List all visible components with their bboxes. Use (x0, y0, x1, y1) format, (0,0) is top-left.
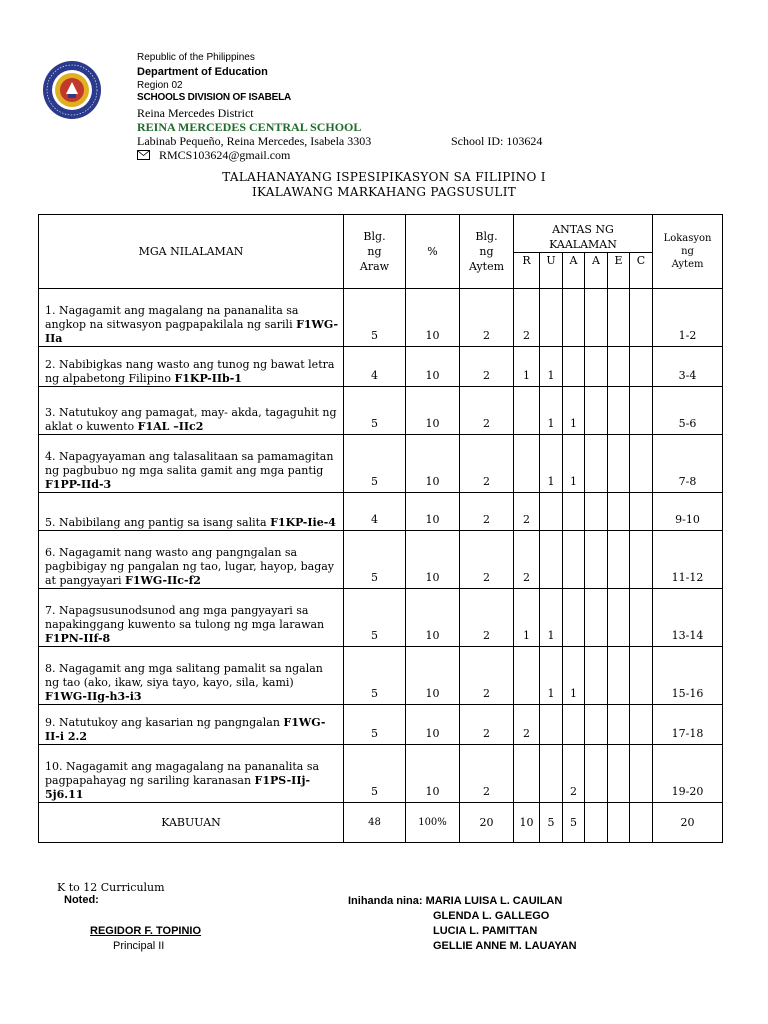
curriculum-note: K to 12 Curriculum (57, 881, 165, 894)
competency-code: F1KP-Iie-4 (270, 516, 336, 529)
header-days: Blg. ng Araw (344, 215, 406, 289)
header-item-location: Lokasyon ng Aytem (653, 215, 723, 289)
cell-a2 (585, 531, 608, 589)
competency-text: 4. Napagyayaman ang talasalitaan sa pamamagitan ng pagbubuo ng mga salita gamit ang mga pantig (45, 450, 334, 477)
header-c: C (630, 253, 653, 289)
cell-u (540, 531, 563, 589)
cell-days: 5 (344, 435, 406, 493)
preparer-name: GELLIE ANNE M. LAUAYAN (433, 940, 577, 952)
competency-code: F1PN-IIf-8 (45, 632, 111, 645)
email-line (137, 148, 371, 162)
competency-cell (39, 705, 344, 745)
cell-a1: 1 (563, 387, 585, 435)
republic-line: Republic of the Philippines (137, 52, 255, 63)
preparer-name: GLENDA L. GALLEGO (433, 910, 550, 922)
cell-items: 2 (460, 387, 514, 435)
table-row (39, 435, 723, 493)
table-row (39, 745, 723, 803)
cell-pct: 10 (406, 705, 460, 745)
cell-r: 2 (514, 705, 540, 745)
envelope-icon (137, 150, 150, 160)
principal-name: REGIDOR F. TOPINIO (90, 925, 202, 937)
total-items: 20 (460, 803, 514, 843)
total-a1: 5 (563, 803, 585, 843)
noted-label: Noted: (64, 894, 99, 906)
cell-pct: 10 (406, 647, 460, 705)
cell-a2 (585, 347, 608, 387)
competency-code: F1WG-IIc-f2 (125, 574, 201, 587)
competency-text: 9. Natutukoy ang kasarian ng pangngalan (45, 716, 280, 729)
header-u: U (540, 253, 563, 289)
cell-days: 5 (344, 647, 406, 705)
table-row (39, 589, 723, 647)
table-row (39, 647, 723, 705)
competency-cell (39, 589, 344, 647)
cell-u: 1 (540, 387, 563, 435)
cell-loc: 3-4 (653, 347, 723, 387)
document-title: TALAHANAYANG ISPESIPIKASYON SA FILIPINO I (222, 170, 546, 184)
competency-cell (39, 531, 344, 589)
preparer-name: MARIA LUISA L. CAUILAN (425, 895, 563, 907)
table-header-row (39, 215, 723, 253)
document-subtitle: IKALAWANG MARKAHANG PAGSUSULIT (251, 185, 517, 199)
cell-pct: 10 (406, 493, 460, 531)
cell-days: 5 (344, 387, 406, 435)
table-row (39, 289, 723, 347)
specification-table (38, 214, 723, 843)
competency-cell (39, 647, 344, 705)
cell-c (630, 493, 653, 531)
table-row (39, 347, 723, 387)
cell-a1 (563, 289, 585, 347)
cell-pct: 10 (406, 347, 460, 387)
cell-pct: 10 (406, 387, 460, 435)
cell-loc: 17-18 (653, 705, 723, 745)
cell-e (608, 347, 630, 387)
cell-r: 1 (514, 347, 540, 387)
header-knowledge-levels: ANTAS NG KAALAMAN (514, 215, 653, 253)
cell-a2 (585, 589, 608, 647)
cell-a1 (563, 705, 585, 745)
cell-e (608, 387, 630, 435)
header-e: E (608, 253, 630, 289)
table-row (39, 387, 723, 435)
cell-loc: 15-16 (653, 647, 723, 705)
cell-r (514, 435, 540, 493)
cell-a2 (585, 289, 608, 347)
cell-days: 4 (344, 347, 406, 387)
competency-code: F1AL –IIc2 (137, 420, 204, 433)
cell-a2 (585, 435, 608, 493)
department-line: Department of Education (137, 66, 268, 78)
competency-text: 5. Nabibilang ang pantig sa isang salita (45, 516, 267, 529)
competency-text: 10. Nagagamit ang magagalang na pananalita sa pagpapahayag ng sariling karanasan (45, 760, 320, 787)
cell-items: 2 (460, 435, 514, 493)
cell-pct: 10 (406, 289, 460, 347)
cell-days: 5 (344, 289, 406, 347)
cell-u: 1 (540, 647, 563, 705)
division-line: SCHOOLS DIVISION OF ISABELA (137, 92, 292, 103)
cell-c (630, 589, 653, 647)
total-row (39, 803, 723, 843)
cell-loc: 11-12 (653, 531, 723, 589)
cell-items: 2 (460, 705, 514, 745)
cell-days: 5 (344, 705, 406, 745)
total-a2 (585, 803, 608, 843)
school-address: Labinab Pequeño, Reina Mercedes, Isabela 3303 (137, 134, 372, 148)
competency-cell (39, 745, 344, 803)
cell-items: 2 (460, 589, 514, 647)
prepared-by (348, 895, 562, 907)
cell-a1 (563, 531, 585, 589)
cell-a1 (563, 589, 585, 647)
cell-r: 1 (514, 589, 540, 647)
competency-cell (39, 347, 344, 387)
cell-items: 2 (460, 289, 514, 347)
competency-code: F1PS-IIj-5j6.11 (45, 774, 311, 801)
cell-loc: 19-20 (653, 745, 723, 803)
cell-items: 2 (460, 531, 514, 589)
total-label: KABUUAN (39, 803, 344, 843)
school-email: RMCS103624@gmail.com (159, 147, 291, 162)
header-a1: A (563, 253, 585, 289)
cell-loc: 1-2 (653, 289, 723, 347)
table-row (39, 705, 723, 745)
cell-pct: 10 (406, 531, 460, 589)
cell-items: 2 (460, 493, 514, 531)
competency-code: F1PP-IId-3 (45, 478, 112, 491)
region-line: Region 02 (137, 80, 183, 91)
total-days: 48 (344, 803, 406, 843)
cell-r (514, 387, 540, 435)
cell-e (608, 289, 630, 347)
cell-loc: 9-10 (653, 493, 723, 531)
cell-e (608, 745, 630, 803)
cell-u (540, 289, 563, 347)
competency-code: F1WG-IIa (45, 318, 339, 345)
cell-days: 5 (344, 745, 406, 803)
header-a2: A (585, 253, 608, 289)
cell-c (630, 705, 653, 745)
total-location: 20 (653, 803, 723, 843)
cell-a1: 1 (563, 435, 585, 493)
cell-c (630, 745, 653, 803)
competency-text: 6. Nagagamit nang wasto ang pangngalan sa pagbibigay ng pangalan ng tao, lugar, hayop, bagay at pangyayari (45, 546, 335, 587)
header-content: MGA NILALAMAN (39, 215, 344, 289)
header-percent: % (406, 215, 460, 289)
table-row (39, 531, 723, 589)
cell-e (608, 705, 630, 745)
cell-c (630, 531, 653, 589)
cell-e (608, 493, 630, 531)
cell-u (540, 745, 563, 803)
competency-cell (39, 289, 344, 347)
cell-c (630, 435, 653, 493)
total-r: 10 (514, 803, 540, 843)
preparer-name: LUCIA L. PAMITTAN (433, 925, 538, 937)
cell-loc: 5-6 (653, 387, 723, 435)
principal-title: Principal II (113, 940, 165, 952)
cell-a2 (585, 493, 608, 531)
header-items: Blg. ng Aytem (460, 215, 514, 289)
cell-a1 (563, 347, 585, 387)
school-id: School ID: 103624 (451, 134, 543, 148)
cell-items: 2 (460, 647, 514, 705)
cell-days: 5 (344, 531, 406, 589)
cell-u (540, 493, 563, 531)
competency-text: 1. Nagagamit ang magalang na pananalita sa angkop na sitwasyon pagpapakilala ng sarili (45, 304, 299, 331)
cell-r (514, 647, 540, 705)
cell-pct: 10 (406, 589, 460, 647)
competency-cell (39, 435, 344, 493)
total-percent: 100% (406, 803, 460, 843)
competency-text: 8. Nagagamit ang mga salitang pamalit sa ngalan ng tao (ako, ikaw, siya tayo, kayo, sila, kami) (45, 662, 323, 689)
cell-days: 5 (344, 589, 406, 647)
header-r: R (514, 253, 540, 289)
cell-loc: 7-8 (653, 435, 723, 493)
cell-e (608, 435, 630, 493)
cell-u: 1 (540, 435, 563, 493)
cell-u: 1 (540, 347, 563, 387)
cell-days: 4 (344, 493, 406, 531)
cell-a1: 1 (563, 647, 585, 705)
competency-cell (39, 493, 344, 531)
school-name: REINA MERCEDES CENTRAL SCHOOL (137, 120, 362, 134)
total-u: 5 (540, 803, 563, 843)
cell-a2 (585, 705, 608, 745)
cell-c (630, 289, 653, 347)
cell-u (540, 705, 563, 745)
cell-pct: 10 (406, 745, 460, 803)
deped-seal-logo (42, 60, 102, 120)
prepared-label: Inihanda nina: (348, 895, 423, 907)
cell-e (608, 647, 630, 705)
table-row (39, 493, 723, 531)
cell-u: 1 (540, 589, 563, 647)
cell-pct: 10 (406, 435, 460, 493)
letterhead (137, 52, 543, 162)
cell-items: 2 (460, 745, 514, 803)
cell-e (608, 531, 630, 589)
competency-cell (39, 387, 344, 435)
cell-loc: 13-14 (653, 589, 723, 647)
table-body (39, 289, 723, 803)
cell-a2 (585, 745, 608, 803)
total-c (630, 803, 653, 843)
address-line (137, 134, 543, 148)
cell-r: 2 (514, 289, 540, 347)
cell-a2 (585, 647, 608, 705)
cell-a2 (585, 387, 608, 435)
district-line: Reina Mercedes District (137, 106, 254, 120)
competency-code: F1WG-II-i 2.2 (45, 716, 326, 743)
cell-items: 2 (460, 347, 514, 387)
competency-text: 7. Napagsusunodsunod ang mga pangyayari sa napakinggang kuwento sa tulong ng mga larawan (45, 604, 325, 631)
competency-code: F1KP-IIb-1 (174, 372, 242, 385)
total-e (608, 803, 630, 843)
cell-a1 (563, 493, 585, 531)
cell-e (608, 589, 630, 647)
cell-c (630, 347, 653, 387)
cell-r: 2 (514, 531, 540, 589)
cell-a1: 2 (563, 745, 585, 803)
cell-c (630, 647, 653, 705)
competency-code: F1WG-IIg-h3-i3 (45, 690, 142, 703)
cell-c (630, 387, 653, 435)
cell-r: 2 (514, 493, 540, 531)
cell-r (514, 745, 540, 803)
competency-text: 2. Nabibigkas nang wasto ang tunog ng bawat letra ng alpabetong Filipino (45, 358, 335, 385)
competency-text: 3. Natutukoy ang pamagat, may- akda, tagaguhit ng aklat o kuwento (45, 406, 337, 433)
